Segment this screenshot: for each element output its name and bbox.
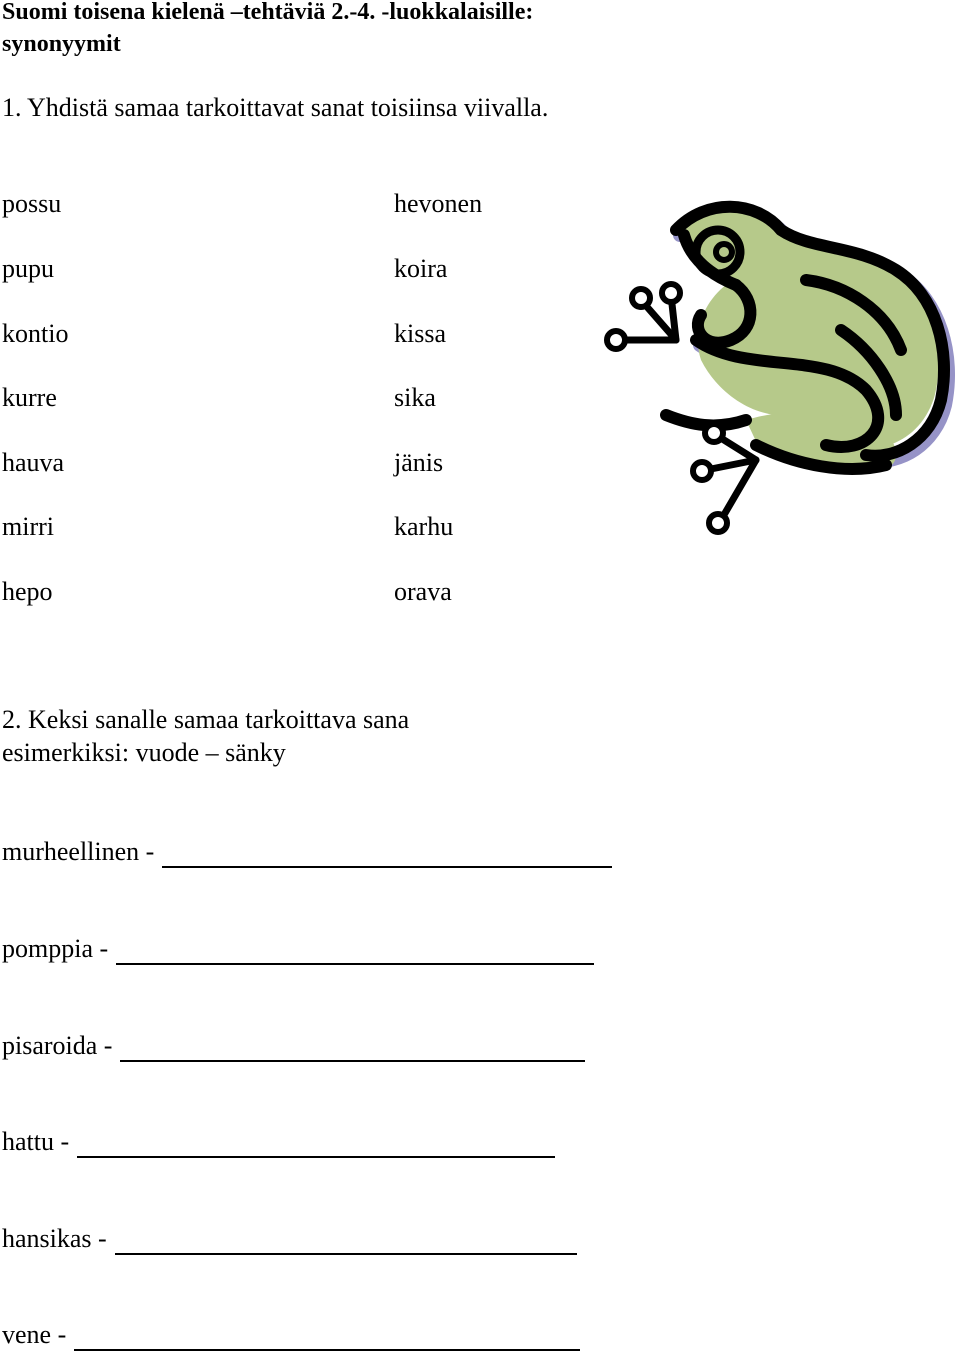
fill-in-label: murheellinen - bbox=[2, 837, 155, 866]
worksheet-title-line2: synonyymit bbox=[2, 31, 121, 57]
fill-in-row bbox=[2, 1319, 580, 1351]
fill-in-label: pomppia - bbox=[2, 934, 109, 963]
answer-line[interactable] bbox=[77, 1132, 555, 1158]
fill-in-row bbox=[2, 933, 594, 965]
fill-in-row bbox=[2, 1126, 555, 1158]
answer-line[interactable] bbox=[115, 1229, 577, 1255]
fill-in-label: vene - bbox=[2, 1320, 67, 1349]
answer-line[interactable] bbox=[120, 1036, 585, 1062]
right-word: hevonen bbox=[394, 189, 483, 218]
left-word: kurre bbox=[2, 383, 57, 412]
left-word: possu bbox=[2, 189, 62, 218]
exercise2-instruction: 2. Keksi sanalle samaa tarkoittava sana bbox=[2, 705, 410, 734]
left-word: kontio bbox=[2, 319, 69, 348]
exercise2-example: esimerkiksi: vuode – sänky bbox=[2, 738, 286, 767]
fill-in-row bbox=[2, 836, 612, 868]
right-word: karhu bbox=[394, 512, 454, 541]
worksheet-title-line1: Suomi toisena kielenä –tehtäviä 2.-4. -luokkalaisille: bbox=[2, 0, 534, 25]
answer-line[interactable] bbox=[74, 1325, 580, 1351]
fill-in-label: pisaroida - bbox=[2, 1031, 113, 1060]
left-word: pupu bbox=[2, 254, 54, 283]
frog-illustration bbox=[596, 190, 960, 550]
exercise1-instruction: 1. Yhdistä samaa tarkoittavat sanat toisiinsa viivalla. bbox=[2, 93, 549, 122]
answer-line[interactable] bbox=[116, 939, 594, 965]
fill-in-row bbox=[2, 1030, 585, 1062]
fill-in-label: hattu - bbox=[2, 1127, 70, 1156]
right-word: jänis bbox=[394, 448, 444, 477]
left-word: hepo bbox=[2, 577, 53, 606]
fill-in-row bbox=[2, 1223, 577, 1255]
answer-line[interactable] bbox=[162, 842, 612, 868]
right-word: orava bbox=[394, 577, 452, 606]
right-word: kissa bbox=[394, 319, 446, 348]
left-word: hauva bbox=[2, 448, 65, 477]
fill-in-label: hansikas - bbox=[2, 1224, 107, 1253]
left-word: mirri bbox=[2, 512, 54, 541]
right-word: sika bbox=[394, 383, 436, 412]
right-word: koira bbox=[394, 254, 448, 283]
